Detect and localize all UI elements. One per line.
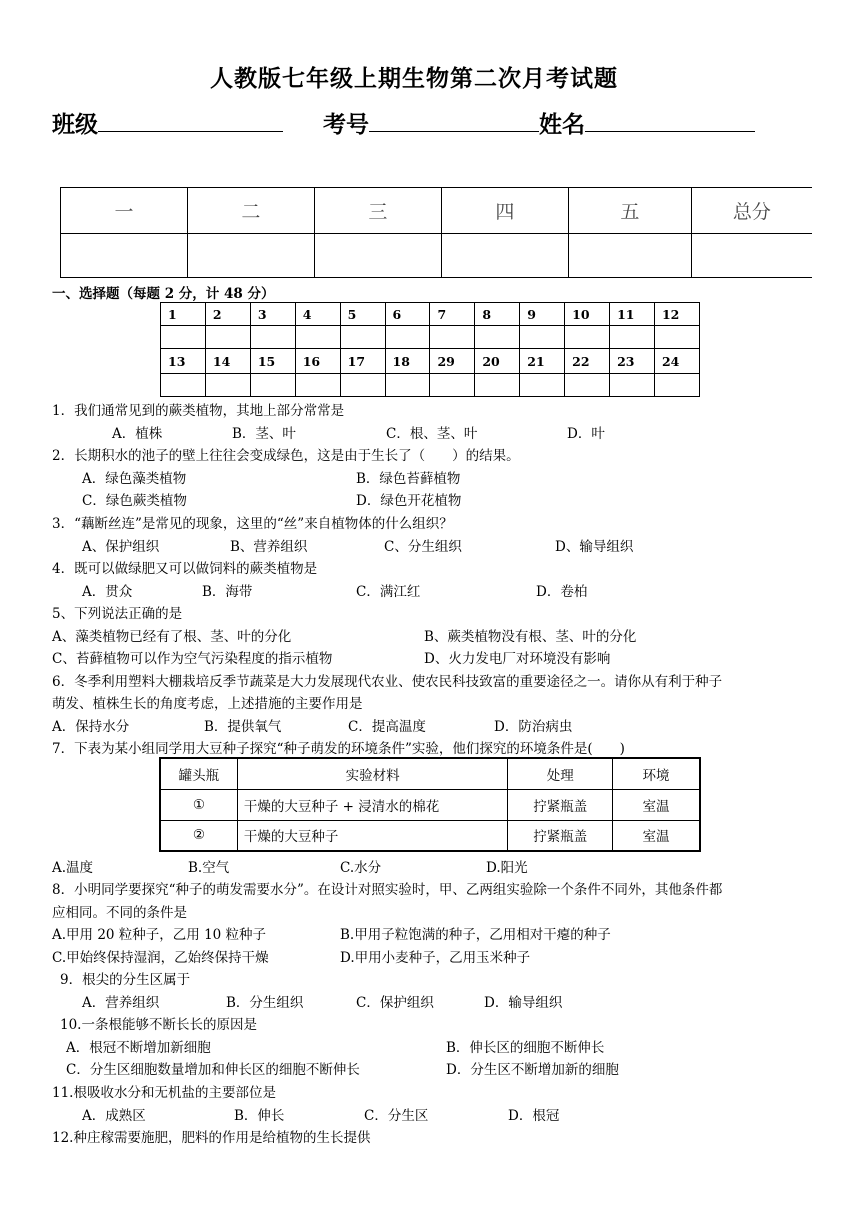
answer-number: 7	[430, 303, 475, 326]
exam-no-blank[interactable]	[369, 107, 539, 132]
score-cell[interactable]	[568, 234, 691, 278]
answer-cell[interactable]	[385, 326, 430, 349]
exam-no-label: 考号	[323, 111, 370, 138]
option-d: D．分生区不断增加新的细胞	[446, 1062, 619, 1078]
option-a: A．植株	[112, 426, 163, 442]
answer-cell[interactable]	[295, 374, 340, 397]
option-d: D.阳光	[486, 860, 528, 876]
answer-number: 18	[385, 349, 430, 374]
option-d: D．防治病虫	[494, 719, 573, 735]
score-header: 五	[568, 188, 691, 234]
option-b: B.甲用子粒饱满的种子，乙用相对干瘪的种子	[340, 927, 611, 943]
option-a: A．成熟区	[82, 1108, 146, 1124]
answer-cell[interactable]	[385, 374, 430, 397]
answer-cell[interactable]	[161, 374, 206, 397]
answer-cell[interactable]	[250, 326, 295, 349]
answer-cell[interactable]	[205, 374, 250, 397]
option-c: C．根、茎、叶	[386, 426, 478, 442]
score-cell[interactable]	[187, 234, 314, 278]
answer-number: 8	[475, 303, 520, 326]
experiment-table	[159, 757, 701, 852]
experiment-header: 罐头瓶	[160, 758, 237, 789]
option-d: D．绿色开花植物	[356, 493, 462, 509]
option-b: B．茎、叶	[232, 426, 296, 442]
score-cell[interactable]	[314, 234, 441, 278]
score-header: 三	[314, 188, 441, 234]
answer-cell[interactable]	[565, 374, 610, 397]
option-d: D．根冠	[508, 1108, 560, 1124]
option-a: A．根冠不断增加新细胞	[66, 1040, 211, 1056]
option-c: C．分生区	[364, 1108, 429, 1124]
option-b: B.空气	[188, 860, 230, 876]
answer-number: 14	[205, 349, 250, 374]
answer-number: 22	[565, 349, 610, 374]
answer-number: 3	[250, 303, 295, 326]
answer-cell[interactable]	[250, 374, 295, 397]
option-b: B．伸长	[234, 1108, 285, 1124]
option-d: D．卷柏	[536, 584, 588, 600]
score-cell[interactable]	[61, 234, 188, 278]
experiment-header: 实验材料	[237, 758, 507, 789]
score-cell[interactable]	[691, 234, 812, 278]
option-c: C．提高温度	[348, 719, 426, 735]
question-stem-cont: 应相同。不同的条件是	[52, 905, 187, 921]
answer-cell[interactable]	[430, 326, 475, 349]
answer-number: 20	[475, 349, 520, 374]
option-c: C．绿色蕨类植物	[82, 493, 187, 509]
option-b: B．海带	[202, 584, 253, 600]
option-b: B．分生组织	[226, 995, 304, 1011]
question-stem: 5、下列说法正确的是	[52, 606, 183, 622]
experiment-cell: 干燥的大豆种子	[237, 820, 507, 851]
option-c: C、分生组织	[384, 539, 462, 555]
option-d: D．输导组织	[484, 995, 563, 1011]
answer-cell[interactable]	[520, 374, 565, 397]
option-d: D、火力发电厂对环境没有影响	[424, 651, 611, 667]
option-a: A、保护组织	[82, 539, 160, 555]
option-c: C、苔藓植物可以作为空气污染程度的指示植物	[52, 651, 333, 667]
answer-number: 12	[654, 303, 699, 326]
answer-number: 15	[250, 349, 295, 374]
score-table	[60, 187, 812, 278]
question-stem: 4．既可以做绿肥又可以做饲料的蕨类植物是	[52, 561, 318, 577]
experiment-cell: 室温	[613, 820, 700, 851]
option-a: A、藻类植物已经有了根、茎、叶的分化	[52, 629, 292, 645]
answer-number: 17	[340, 349, 385, 374]
answer-number: 23	[610, 349, 655, 374]
question-stem: 7．下表为某小组同学用大豆种子探究“种子萌发的环境条件”实验，他们探究的环境条件是( )	[52, 741, 625, 757]
experiment-cell: ②	[160, 820, 237, 851]
question-stem: 1．我们通常见到的蕨类植物，其地上部分常常是	[52, 403, 345, 419]
answer-cell[interactable]	[475, 326, 520, 349]
name-label: 姓名	[539, 111, 586, 138]
answer-number: 29	[430, 349, 475, 374]
experiment-cell: 拧紧瓶盖	[508, 789, 613, 820]
experiment-cell: 室温	[613, 789, 700, 820]
option-b: B、营养组织	[230, 539, 308, 555]
answer-number: 4	[295, 303, 340, 326]
answer-grid	[160, 302, 700, 397]
option-a: A.甲用 20 粒种子，乙用 10 粒种子	[52, 927, 267, 943]
answer-cell[interactable]	[430, 374, 475, 397]
option-b: B．绿色苔藓植物	[356, 471, 461, 487]
question-stem: 11.根吸收水分和无机盐的主要部位是	[52, 1085, 276, 1101]
answer-number: 1	[161, 303, 206, 326]
name-blank[interactable]	[585, 107, 755, 132]
class-label: 班级	[52, 111, 98, 138]
option-a: A．保持水分	[52, 719, 130, 735]
answer-number: 6	[385, 303, 430, 326]
option-c: C．分生区细胞数量增加和伸长区的细胞不断伸长	[66, 1062, 360, 1078]
answer-number: 16	[295, 349, 340, 374]
question-stem: 2．长期积水的池子的壁上往往会变成绿色，这是由于生长了（ ）的结果。	[52, 448, 520, 464]
score-header: 四	[441, 188, 568, 234]
answer-cell[interactable]	[205, 326, 250, 349]
answer-cell[interactable]	[475, 374, 520, 397]
option-b: B．提供氧气	[204, 719, 282, 735]
option-a: A．贯众	[82, 584, 133, 600]
question-stem: 9．根尖的分生区属于	[60, 972, 191, 988]
answer-number: 21	[520, 349, 565, 374]
answer-cell[interactable]	[654, 326, 699, 349]
experiment-header: 环境	[613, 758, 700, 789]
page-title: 人教版七年级上期生物第二次月考试题	[210, 65, 618, 92]
answer-number: 5	[340, 303, 385, 326]
answer-cell[interactable]	[340, 326, 385, 349]
answer-cell[interactable]	[340, 374, 385, 397]
option-d: D．叶	[567, 426, 605, 442]
score-header: 一	[61, 188, 188, 234]
answer-number: 24	[654, 349, 699, 374]
question-stem-cont: 萌发、植株生长的角度考虑，上述措施的主要作用是	[52, 696, 363, 712]
option-c: C．保护组织	[356, 995, 434, 1011]
answer-cell[interactable]	[295, 326, 340, 349]
section-heading: 一、选择题（每题 2 分，计 48 分）	[52, 286, 275, 302]
answer-number: 2	[205, 303, 250, 326]
option-a: A．绿色藻类植物	[82, 471, 187, 487]
answer-number: 11	[610, 303, 655, 326]
answer-cell[interactable]	[610, 374, 655, 397]
question-stem: 6．冬季利用塑料大棚栽培反季节蔬菜是大力发展现代农业、使农民科技致富的重要途径之一。请你从有利于种子	[52, 674, 723, 690]
score-header: 总分	[691, 188, 812, 234]
question-stem: 12.种庄稼需要施肥，肥料的作用是给植物的生长提供	[52, 1130, 371, 1146]
option-d: D、输导组织	[555, 539, 634, 555]
question-stem: 10.一条根能够不断长长的原因是	[60, 1017, 257, 1033]
option-b: B、蕨类植物没有根、茎、叶的分化	[424, 629, 637, 645]
answer-number: 13	[161, 349, 206, 374]
answer-number: 9	[520, 303, 565, 326]
option-a: A．营养组织	[82, 995, 160, 1011]
score-header: 二	[187, 188, 314, 234]
question-stem: 8．小明同学要探究“种子的萌发需要水分”。在设计对照实验时，甲、乙两组实验除一个条件不同外，其他条件都	[52, 882, 723, 898]
class-blank[interactable]	[98, 107, 283, 132]
answer-number: 10	[565, 303, 610, 326]
answer-cell[interactable]	[161, 326, 206, 349]
option-c: C.水分	[340, 860, 382, 876]
question-stem: 3．“藕断丝连”是常见的现象，这里的“丝”来自植物体的什么组织？	[52, 516, 453, 532]
experiment-header: 处理	[508, 758, 613, 789]
answer-cell[interactable]	[654, 374, 699, 397]
option-c: C.甲始终保持湿润，乙始终保持干燥	[52, 950, 269, 966]
answer-cell[interactable]	[520, 326, 565, 349]
student-info-line	[52, 106, 755, 139]
score-cell[interactable]	[441, 234, 568, 278]
option-c: C．满江红	[356, 584, 421, 600]
experiment-cell: 干燥的大豆种子 + 浸清水的棉花	[237, 789, 507, 820]
experiment-cell: ①	[160, 789, 237, 820]
option-b: B．伸长区的细胞不断伸长	[446, 1040, 605, 1056]
option-a: A.温度	[52, 860, 94, 876]
answer-cell[interactable]	[565, 326, 610, 349]
answer-cell[interactable]	[610, 326, 655, 349]
experiment-cell: 拧紧瓶盖	[508, 820, 613, 851]
option-d: D.甲用小麦种子，乙用玉米种子	[340, 950, 531, 966]
